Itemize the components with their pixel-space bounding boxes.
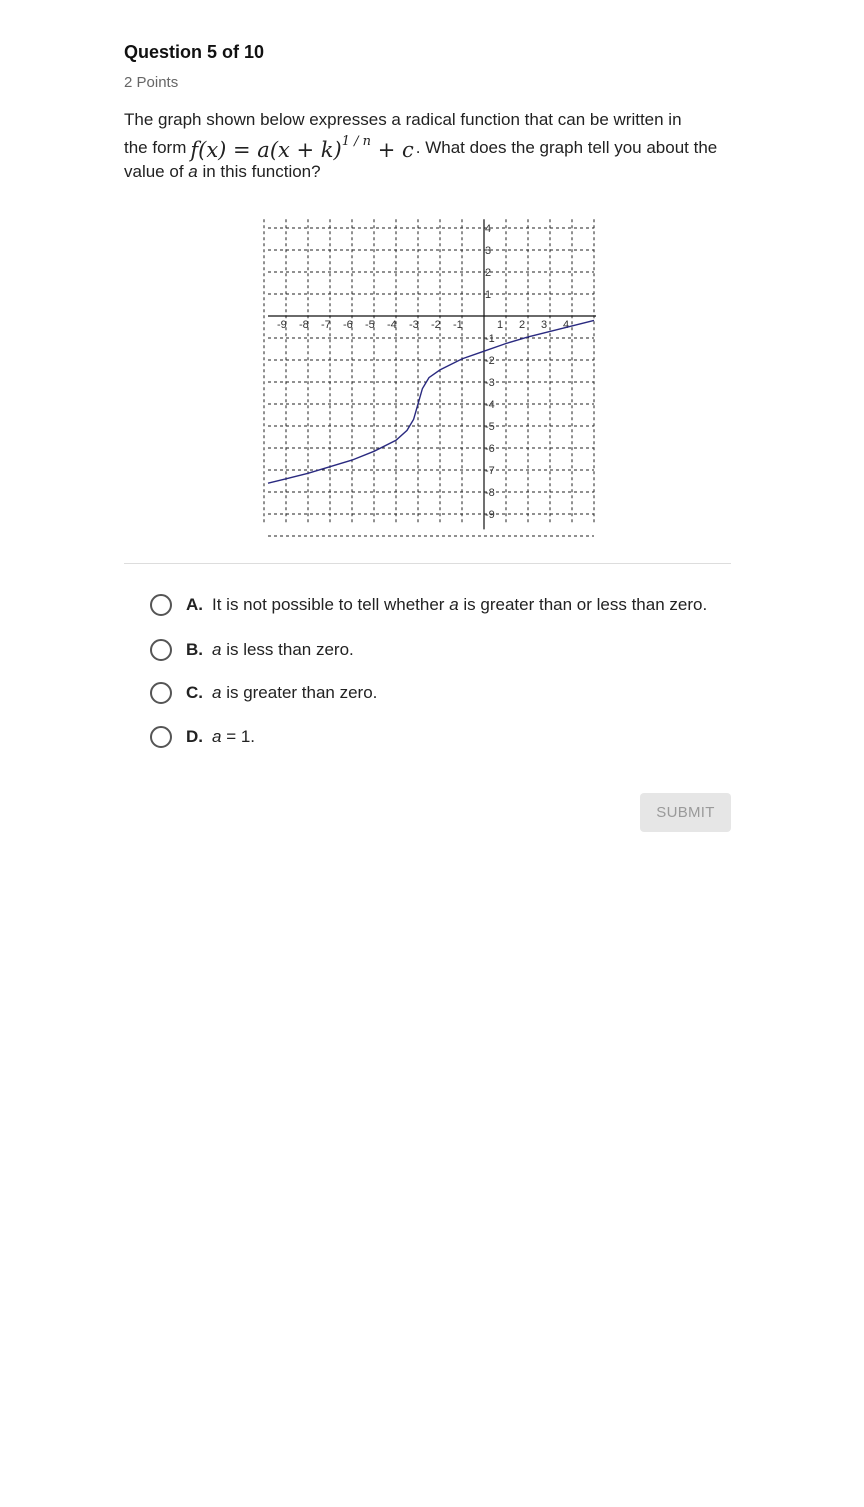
choice-text: It is not possible to tell whether a is greater than or less than zero. bbox=[212, 595, 708, 614]
x-tick-label: 3 bbox=[541, 319, 548, 331]
x-tick-label: -2 bbox=[431, 319, 441, 331]
y-tick-label: -7 bbox=[485, 465, 495, 477]
question-text bbox=[124, 108, 724, 184]
x-tick-label: -3 bbox=[409, 319, 419, 331]
y-tick-label: -9 bbox=[485, 509, 495, 521]
choice-letter: A. bbox=[186, 595, 203, 614]
variable-a: a bbox=[188, 162, 198, 181]
question-title: Question 5 of 10 bbox=[124, 42, 265, 62]
y-tick-label: 1 bbox=[485, 289, 492, 301]
divider bbox=[124, 563, 731, 564]
variable-a: a bbox=[212, 727, 222, 746]
function-curve bbox=[268, 320, 594, 483]
choice-letter: B. bbox=[186, 640, 203, 659]
radical-formula bbox=[190, 134, 413, 162]
choice-text: a = 1. bbox=[212, 727, 256, 746]
choice-letter: C. bbox=[186, 683, 203, 702]
variable-a: a bbox=[212, 683, 222, 702]
variable-a: a bbox=[212, 640, 222, 659]
radio-button[interactable] bbox=[150, 726, 172, 748]
y-tick-label: 3 bbox=[485, 245, 492, 257]
x-tick-label: -1 bbox=[453, 319, 463, 331]
formula-tail: + c bbox=[377, 138, 414, 162]
y-tick-label: -8 bbox=[485, 487, 495, 499]
answer-choice-d[interactable] bbox=[150, 725, 255, 749]
y-tick-label: -5 bbox=[485, 421, 495, 433]
y-tick-label: -6 bbox=[485, 443, 495, 455]
radio-button[interactable] bbox=[150, 682, 172, 704]
x-tick-label: -7 bbox=[321, 319, 331, 331]
radio-button[interactable] bbox=[150, 639, 172, 661]
x-tick-label: -6 bbox=[343, 319, 353, 331]
question-form-prefix: the form bbox=[124, 138, 187, 157]
x-tick-label: -8 bbox=[299, 319, 309, 331]
question-text-line2 bbox=[124, 132, 724, 160]
y-tick-label: -2 bbox=[485, 355, 495, 367]
choice-letter: D. bbox=[186, 727, 203, 746]
x-tick-label: 4 bbox=[563, 319, 570, 331]
x-tick-label: -9 bbox=[277, 319, 287, 331]
y-tick-label: 2 bbox=[485, 267, 492, 279]
variable-a: a bbox=[449, 595, 459, 614]
x-tick-label: -5 bbox=[365, 319, 375, 331]
question-text-line3: value of a in this function? bbox=[124, 162, 321, 181]
question-text-line1: The graph shown below expresses a radical function that can be written in bbox=[124, 110, 682, 129]
formula-exponent: 1 / n bbox=[341, 134, 372, 149]
x-tick-label: -4 bbox=[387, 319, 397, 331]
question-points: 2 Points bbox=[124, 74, 179, 91]
answer-choice-b[interactable] bbox=[150, 638, 354, 662]
choice-text: a is less than zero. bbox=[212, 640, 354, 659]
y-tick-label: -3 bbox=[485, 377, 495, 389]
choice-text: a is greater than zero. bbox=[212, 683, 378, 702]
radical-function-graph bbox=[258, 200, 598, 540]
radio-button[interactable] bbox=[150, 594, 172, 616]
y-tick-label: -4 bbox=[485, 399, 495, 411]
x-tick-label: 2 bbox=[519, 319, 526, 331]
answer-choice-a[interactable] bbox=[150, 593, 707, 617]
y-tick-label: 4 bbox=[485, 223, 492, 235]
question-text-after-formula: . What does the graph tell you about the bbox=[415, 138, 718, 157]
formula-main: f(x) = a(x + k) bbox=[190, 138, 342, 162]
y-tick-label: -1 bbox=[485, 333, 495, 345]
answer-choice-c[interactable] bbox=[150, 681, 377, 705]
x-tick-label: 1 bbox=[497, 319, 504, 331]
submit-button[interactable]: SUBMIT bbox=[640, 793, 731, 832]
